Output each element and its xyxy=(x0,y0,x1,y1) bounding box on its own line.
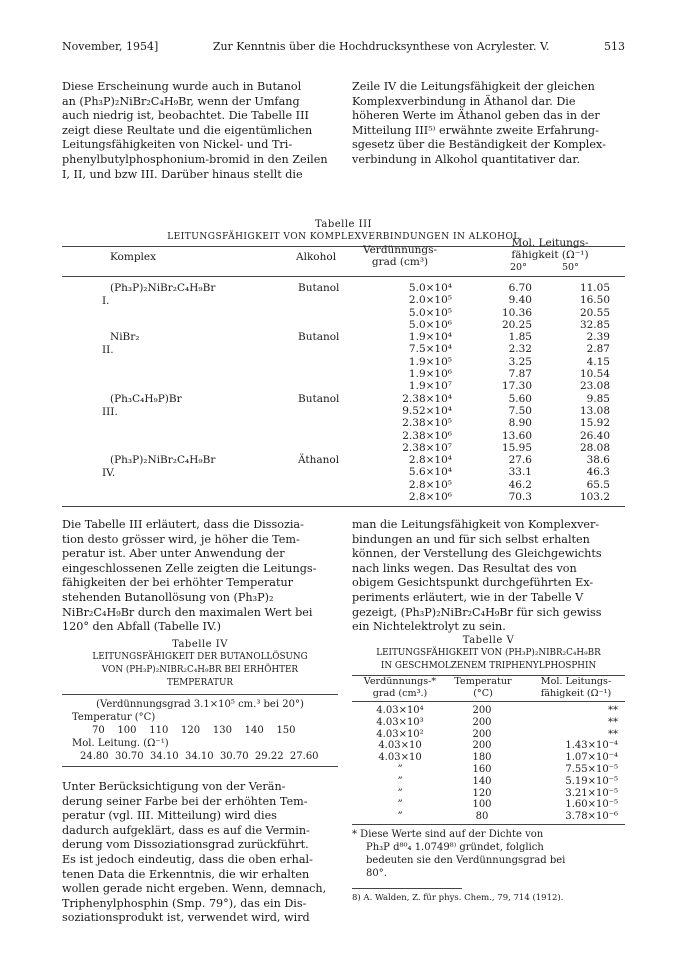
table5-head-cond xyxy=(528,676,624,699)
text-line: nach links wegen. Das Resultat des von xyxy=(352,561,577,575)
table5-header-rule xyxy=(352,701,625,702)
footnote: 8) A. Walden, Z. für phys. Chem., 79, 714 (1912). xyxy=(352,893,564,903)
table5-dilution: ” xyxy=(397,811,403,823)
table3-cond-50: 46.3 xyxy=(586,466,610,479)
table3-cond-20: 17.30 xyxy=(501,380,532,393)
header-line: fähigkeit (Ω⁻¹) xyxy=(511,249,589,261)
table5-dilution: ” xyxy=(397,787,403,799)
table3-dilution: 2.8×10⁵ xyxy=(408,478,452,491)
table3-cond-50: 2.39 xyxy=(586,331,610,344)
running-header xyxy=(62,40,625,53)
table-row xyxy=(352,739,625,751)
text-line: phenylbutylphosphonium-bromid in den Zeilen xyxy=(62,152,328,166)
table3-dilution: 1.9×10⁷ xyxy=(408,380,452,393)
text-line: peratur ist. Aber unter Anwendung der xyxy=(62,547,285,561)
text-line: stehenden Butanollösung von (Ph₃P)₂ xyxy=(62,590,274,604)
table5 xyxy=(352,634,625,880)
table3-cond-20: 10.36 xyxy=(501,306,532,319)
table4-bottom-rule xyxy=(62,766,338,767)
table5-dilution: 4.03×10 xyxy=(378,752,422,764)
text-line: Leitungsfähigkeiten von Nickel- und Tri- xyxy=(62,138,293,152)
table5-temp: 140 xyxy=(472,775,492,787)
table3-cond-50: 9.85 xyxy=(586,392,610,405)
table3-head-complex: Komplex xyxy=(110,251,157,263)
table3-header-rule xyxy=(62,276,625,277)
text-line: Triphenylphosphin (Smp. 79°), das ein Dis- xyxy=(62,896,307,910)
table3-head-t50: 50° xyxy=(562,262,579,273)
table3-cond-50: 38.6 xyxy=(586,454,610,467)
table-row xyxy=(62,442,625,454)
header-line: (°C) xyxy=(473,687,493,699)
table3-cond-50: 20.55 xyxy=(579,306,610,319)
top-left-paragraph xyxy=(62,80,338,182)
table5-temp: 100 xyxy=(472,799,492,811)
table3-dilution: 5.6×10⁴ xyxy=(408,466,452,479)
table5-cond: 3.21×10⁻⁵ xyxy=(565,787,618,799)
table-row xyxy=(62,479,625,491)
table5-note xyxy=(352,828,625,880)
text-line: eingeschlossenen Zelle zeigten die Leitungs- xyxy=(62,561,317,575)
table5-temp: 200 xyxy=(472,728,492,740)
table-row xyxy=(62,405,625,417)
text-line: soziationsprodukt ist, verwendet wird, wird xyxy=(62,911,310,925)
table3-alcohol: Äthanol xyxy=(298,454,340,467)
footnote-rule xyxy=(352,888,462,889)
text-line: tion desto grösser wird, je höher die Tem- xyxy=(62,532,300,546)
note-line: 80°. xyxy=(366,867,387,879)
table5-cond: ** xyxy=(608,705,618,716)
text-line: peratur (vgl. III. Mitteilung) wird dies xyxy=(62,809,277,823)
table5-dilution: ” xyxy=(397,763,403,775)
table3-complex: (Ph₃C₄H₉P)Br xyxy=(110,392,182,405)
table-row xyxy=(62,417,625,429)
table3-cond-20: 7.87 xyxy=(508,368,532,381)
table5-title-line: IN GESCHMOLZENEM TRIPHENYLPHOSPHIN xyxy=(380,661,597,671)
table4-temp-label: Temperatur (°C) xyxy=(72,712,156,723)
table5-dilution: ” xyxy=(397,799,403,811)
table3-dilution: 5.0×10⁵ xyxy=(408,306,452,319)
table5-cond: 5.19×10⁻⁵ xyxy=(565,775,618,787)
table3-cond-50: 4.15 xyxy=(586,355,610,368)
table3-cond-20: 3.25 xyxy=(508,355,532,368)
header-date: November, 1954] xyxy=(62,40,159,53)
table-row xyxy=(352,704,625,716)
table3-head-t20: 20° xyxy=(510,262,527,273)
table3-cond-20: 8.90 xyxy=(508,417,532,430)
table5-dilution: 4.03×10 xyxy=(378,740,422,752)
table3-dilution: 5.0×10⁴ xyxy=(408,282,452,294)
table3-complex: NiBr₂ xyxy=(110,331,140,344)
table3-cond-50: 28.08 xyxy=(579,441,610,454)
table4-note: (Verdünnungsgrad 3.1×10⁵ cm.³ bei 20°) xyxy=(96,699,304,710)
table3-dilution: 2.38×10⁵ xyxy=(402,417,452,430)
table5-header xyxy=(352,676,625,700)
table-row xyxy=(352,787,625,799)
text-line: höheren Werte im Äthanol geben das in der xyxy=(352,109,600,123)
table3-cond-50: 65.5 xyxy=(586,478,610,491)
table4-temps: 70 100 110 120 130 140 150 xyxy=(92,725,296,736)
text-line: fähigkeiten der bei erhöhter Temperatur xyxy=(62,576,294,590)
table3-cond-50: 16.50 xyxy=(579,294,610,307)
table-row xyxy=(352,763,625,775)
table3-dilution: 2.38×10⁷ xyxy=(402,441,452,454)
header-line: Temperatur xyxy=(454,676,512,687)
table-row xyxy=(62,343,625,355)
table3-cond-20: 2.32 xyxy=(508,343,532,356)
text-line: derung seiner Farbe bei der erhöhten Tem- xyxy=(62,794,308,808)
note-line: * Diese Werte sind auf der Dichte von xyxy=(352,828,544,840)
table3-dilution: 9.52×10⁴ xyxy=(402,404,452,417)
table5-head-temp xyxy=(450,676,516,699)
table4-label: Tabelle IV xyxy=(172,639,228,650)
table3-complex: (Ph₃P)₂NiBr₂C₄H₉Br xyxy=(110,282,216,294)
table3-title: LEITUNGSFÄHIGKEIT VON KOMPLEXVERBINDUNGEN IN ALKOHOL xyxy=(167,232,520,242)
text-line: an (Ph₃P)₂NiBr₂C₄H₉Br, wenn der Umfang xyxy=(62,94,300,108)
table5-cond: ** xyxy=(608,716,618,728)
table-row xyxy=(352,810,625,822)
table3-cond-50: 10.54 xyxy=(579,368,610,381)
text-line: I, II, und bzw III. Darüber hinaus stellt die xyxy=(62,167,303,181)
header-line: grad (cm³.) xyxy=(372,687,428,699)
table3-cond-20: 6.70 xyxy=(508,282,532,294)
text-line: Zeile IV die Leitungsfähigkeit der gleichen xyxy=(352,80,595,93)
table5-temp: 80 xyxy=(475,811,489,823)
table5-temp: 180 xyxy=(472,752,492,764)
text-line: Unter Berücksichtigung von der Verän- xyxy=(62,780,286,793)
table3-cond-50: 32.85 xyxy=(579,318,610,331)
table3-alcohol: Butanol xyxy=(298,282,340,294)
table3-dilution: 1.9×10⁶ xyxy=(408,368,452,381)
table-row xyxy=(352,798,625,810)
top-right-paragraph xyxy=(352,80,625,168)
text-line: man die Leitungsfähigkeit von Komplexver- xyxy=(352,518,600,531)
table3-dilution: 1.9×10⁴ xyxy=(408,331,452,344)
table5-dilution: 4.03×10⁴ xyxy=(376,705,424,716)
table5-temp: 200 xyxy=(472,705,492,716)
text-line: Komplexverbindung in Äthanol dar. Die xyxy=(352,94,576,108)
table3-roman: III. xyxy=(102,405,118,418)
table3-dilution: 2.38×10⁶ xyxy=(402,429,452,442)
table3-cond-20: 5.60 xyxy=(508,392,532,405)
table3-cond-20: 9.40 xyxy=(508,294,532,307)
table3-bottom-rule xyxy=(62,506,625,507)
table3-roman: I. xyxy=(102,295,110,307)
text-line: bindungen an und für sich selbst erhalten xyxy=(352,532,590,546)
table3-cond-20: 7.50 xyxy=(508,404,532,417)
table3-dilution: 7.5×10⁴ xyxy=(408,343,452,356)
table3-cond-50: 26.40 xyxy=(579,429,610,442)
note-line: Ph₃P d⁸⁰₄ 1.0749⁸⁾ gründet, folglich xyxy=(366,841,544,853)
table3-roman: IV. xyxy=(102,467,116,480)
page-number: 513 xyxy=(604,40,625,53)
text-line: NiBr₂C₄H₉Br durch den maximalen Wert bei xyxy=(62,605,313,619)
table3-dilution: 2.0×10⁵ xyxy=(408,294,452,307)
header-line: grad (cm³) xyxy=(371,256,429,268)
table5-dilution: ” xyxy=(397,775,403,787)
table3-head-alcohol: Alkohol xyxy=(296,251,337,263)
table3-cond-50: 103.2 xyxy=(579,491,610,504)
table5-label: Tabelle V xyxy=(462,635,515,646)
table3-dilution: 2.38×10⁴ xyxy=(402,392,452,405)
table-row xyxy=(352,775,625,787)
text-line: sgesetz über die Beständigkeit der Komplex- xyxy=(352,138,606,152)
table4-conds: 24.80 30.70 34.10 34.10 30.70 29.22 27.60 xyxy=(80,751,319,762)
table5-cond: 7.55×10⁻⁵ xyxy=(565,763,618,775)
table3-dilution: 5.0×10⁶ xyxy=(408,318,452,331)
table3-cond-50: 11.05 xyxy=(579,282,610,294)
table-row xyxy=(62,430,625,442)
table5-temp: 200 xyxy=(472,740,492,752)
text-line: wollen gerade nicht ergeben. Wenn, demnach, xyxy=(62,882,327,896)
table5-cond: 1.07×10⁻⁴ xyxy=(565,752,618,764)
table3-cond-20: 46.2 xyxy=(508,478,532,491)
table3-head-dilution xyxy=(350,244,450,268)
header-line: fähigkeit (Ω⁻¹) xyxy=(540,687,612,699)
header-line: Verdünnungs- xyxy=(362,244,438,256)
table3-cond-20: 15.95 xyxy=(501,441,532,454)
table-row xyxy=(62,368,625,380)
text-line: 120° den Abfall (Tabelle IV.) xyxy=(62,620,222,634)
table5-cond: ** xyxy=(608,728,618,740)
table5-temp: 120 xyxy=(472,787,492,799)
table3-dilution: 1.9×10⁵ xyxy=(408,355,452,368)
table5-cond: 1.60×10⁻⁵ xyxy=(565,799,618,811)
header-line: Mol. Leitungs- xyxy=(540,676,612,687)
text-line: verbindung in Alkohol quantitativer dar. xyxy=(352,152,581,166)
table3-cond-20: 33.1 xyxy=(508,466,532,479)
table4-title-line: TEMPERATUR xyxy=(166,678,234,688)
text-line: dadurch aufgeklärt, dass es auf die Vermin- xyxy=(62,823,310,837)
table3-roman: II. xyxy=(102,344,114,357)
table3-cond-50: 13.08 xyxy=(579,404,610,417)
table3-head-conductivity xyxy=(490,237,610,261)
mid-left-paragraph xyxy=(62,518,338,635)
table3-dilution: 2.8×10⁴ xyxy=(408,454,452,467)
text-line: obigem Gesichtspunkt durchgeführten Ex- xyxy=(352,576,594,590)
table3-cond-50: 2.87 xyxy=(586,343,610,356)
note-line: bedeuten sie den Verdünnungsgrad bei xyxy=(366,854,566,866)
table-row xyxy=(62,294,625,306)
table4-rule xyxy=(62,694,338,695)
table3-cond-20: 70.3 xyxy=(508,491,532,504)
table-row xyxy=(62,319,625,331)
table5-dilution: 4.03×10² xyxy=(376,728,424,740)
table5-temp: 200 xyxy=(472,716,492,728)
header-title: Zur Kenntnis über die Hochdrucksynthese von Acrylester. V. xyxy=(212,40,550,53)
table-row xyxy=(352,716,625,728)
table4 xyxy=(62,638,338,767)
table3-cond-20: 1.85 xyxy=(508,331,532,344)
text-line: auch niedrig ist, beobachtet. Die Tabelle III xyxy=(62,109,309,123)
text-line: periments erläutert, wie in der Tabelle V xyxy=(352,590,584,604)
table4-title-line: VON (PH₃P)₂NIBR₂C₄H₉BR BEI ERHÖHTER xyxy=(101,665,299,675)
table3-dilution: 2.8×10⁶ xyxy=(408,491,452,504)
text-line: ein Nichtelektrolyt zu sein. xyxy=(352,620,506,634)
table-row xyxy=(62,491,625,503)
table5-head-dilution xyxy=(360,676,440,699)
text-line: tenen Data die Erkenntnis, die wir erhalten xyxy=(62,867,310,881)
table-row xyxy=(62,356,625,368)
text-line: gezeigt, (Ph₃P)₂NiBr₂C₄H₉Br für sich gewiss xyxy=(352,605,602,619)
table5-title-line: LEITUNGSFÄHIGKEIT VON (PH₃P)₂NIBR₂C₄H₉BR xyxy=(376,648,601,658)
header-line: Verdünnungs-* xyxy=(363,676,437,687)
table3-alcohol: Butanol xyxy=(298,392,340,405)
table3-cond-50: 15.92 xyxy=(579,417,610,430)
table5-bottom-rule xyxy=(352,824,625,825)
table-row xyxy=(352,751,625,763)
table-row xyxy=(352,728,625,740)
table4-cond-label: Mol. Leitung. (Ω⁻¹) xyxy=(72,738,169,749)
table5-cond: 3.78×10⁻⁶ xyxy=(565,811,618,823)
header-line: Mol. Leitungs- xyxy=(511,237,589,249)
text-line: derung vom Dissoziationsgrad zurückführt. xyxy=(62,838,309,852)
table5-cond: 1.43×10⁻⁴ xyxy=(565,740,618,752)
table3-label: Tabelle III xyxy=(314,219,373,230)
table5-body xyxy=(352,704,625,822)
table5-temp: 160 xyxy=(472,763,492,775)
table3-cond-20: 20.25 xyxy=(501,318,532,331)
table3-cond-20: 13.60 xyxy=(501,429,532,442)
table3-body xyxy=(62,282,625,507)
table3-complex: (Ph₃P)₂NiBr₂C₄H₉Br xyxy=(110,454,216,467)
text-line: können, der Verstellung des Gleichgewichts xyxy=(352,547,602,561)
table3-cond-20: 27.6 xyxy=(508,454,532,467)
mid-right-paragraph xyxy=(352,518,625,635)
text-line: Die Tabelle III erläutert, dass die Dissozia- xyxy=(62,518,304,531)
text-line: zeigt diese Reultate und die eigentümlichen xyxy=(62,123,313,137)
text-line: Diese Erscheinung wurde auch in Butanol xyxy=(62,80,302,93)
table3-cond-50: 23.08 xyxy=(579,380,610,393)
table-row xyxy=(62,380,625,392)
table-row xyxy=(62,307,625,319)
bottom-left-paragraph xyxy=(62,780,338,926)
table3-alcohol: Butanol xyxy=(298,331,340,344)
table-row xyxy=(62,466,625,478)
table5-dilution: 4.03×10³ xyxy=(376,716,424,728)
table4-title-line: LEITUNGSFÄHIGKEIT DER BUTANOLLÖSUNG xyxy=(92,652,308,662)
text-line: Mitteilung III⁵⁾ erwähnte zweite Erfahrung- xyxy=(352,123,599,137)
text-line: Es ist jedoch eindeutig, dass die oben erhal- xyxy=(62,852,313,866)
